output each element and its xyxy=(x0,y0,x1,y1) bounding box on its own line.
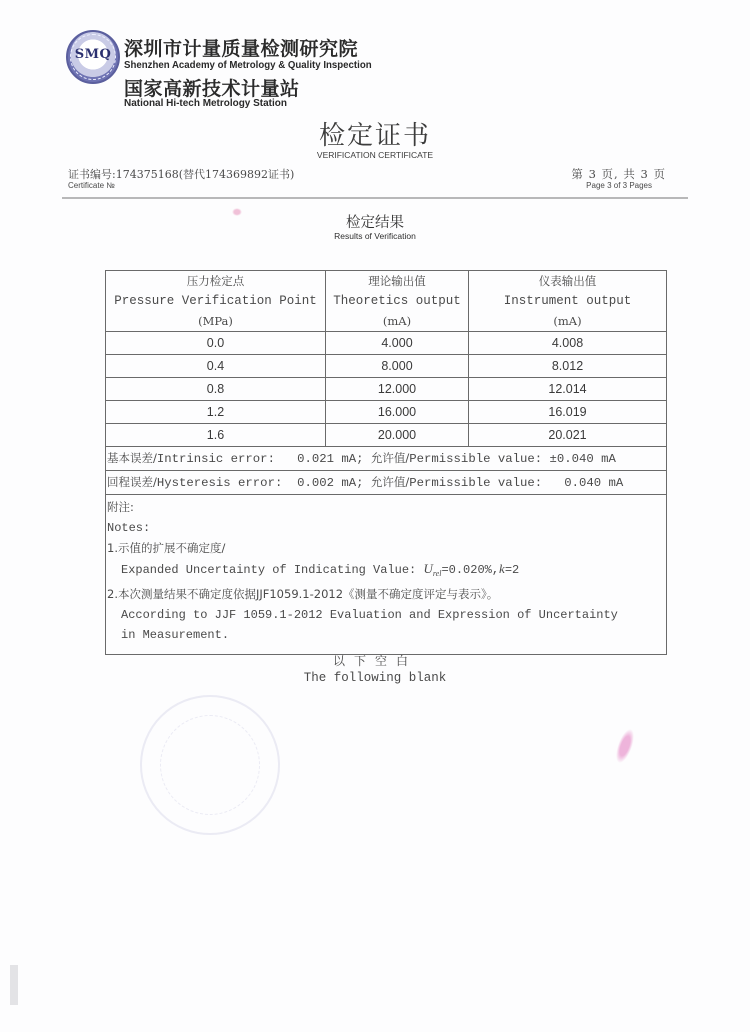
intrinsic-permissible-label-cn: 允许值/ xyxy=(370,451,410,465)
hysteresis-error-label-cn: 回程误差/ xyxy=(107,475,157,489)
station-name-en: National Hi-tech Metrology Station xyxy=(124,97,287,109)
logo-text: SMQ xyxy=(74,47,112,62)
column-header-unit: (mA) xyxy=(553,314,582,328)
cell-instrument: 12.014 xyxy=(469,378,667,401)
note-1-k-symbol: k xyxy=(499,560,505,576)
note-1-cn: 1.示值的扩展不确定度/ xyxy=(107,541,226,555)
intrinsic-error-value: 0.021 mA; xyxy=(297,452,364,466)
ink-mark xyxy=(612,727,637,766)
notes xyxy=(106,495,667,655)
notes-row xyxy=(106,495,667,655)
certificate-number-label-en: Certificate № xyxy=(68,181,115,190)
hysteresis-permissible-label-en: Permissible value: xyxy=(409,476,543,490)
certificate-number: 证书编号:174375168(替代174369892证书) xyxy=(68,168,295,181)
org-name-cn: 深圳市计量质量检测研究院 xyxy=(124,38,359,60)
org-name-en: Shenzhen Academy of Metrology & Quality Inspection xyxy=(124,59,372,71)
hysteresis-permissible-value: 0.040 mA xyxy=(564,476,624,490)
cell-theoretical: 16.000 xyxy=(326,401,469,424)
intrinsic-error-label-en: Intrinsic error: xyxy=(156,452,275,466)
hysteresis-error-value: 0.002 mA; xyxy=(297,476,364,490)
certificate-title: 检定证书 xyxy=(318,121,431,151)
cell-pressure: 1.6 xyxy=(106,424,326,447)
note-2-en-line-2: in Measurement. xyxy=(121,628,230,642)
cell-pressure: 0.0 xyxy=(106,332,326,355)
column-header-cn: 仪表输出值 xyxy=(538,274,597,288)
notes-heading-cn: 附注: xyxy=(107,500,134,514)
hysteresis-error-label-en: Hysteresis error: xyxy=(156,476,283,490)
column-header-theoretical xyxy=(326,271,469,332)
table-row xyxy=(106,332,667,355)
cell-theoretical: 12.000 xyxy=(326,378,469,401)
hysteresis-error-row xyxy=(106,471,667,495)
column-header-en: Instrument output xyxy=(503,294,632,308)
intrinsic-error xyxy=(106,447,667,471)
cell-instrument: 16.019 xyxy=(469,401,667,424)
note-2-cn: 2.本次测量结果不确定度依据JJF1059.1-2012《测量不确定度评定与表示》。 xyxy=(107,587,499,601)
column-header-cn: 理论输出值 xyxy=(368,274,426,288)
intrinsic-permissible-label-en: Permissible value: xyxy=(409,452,543,466)
certificate-title-en: VERIFICATION CERTIFICATE xyxy=(316,150,434,160)
results-title-en: Results of Verification xyxy=(334,231,416,241)
following-blank-cn: 以下空白 xyxy=(332,654,417,668)
station-name-cn: 国家高新技术计量站 xyxy=(124,78,300,100)
cell-theoretical: 4.000 xyxy=(326,332,469,355)
column-header-en: Pressure Verification Point xyxy=(114,294,317,308)
column-header-cn: 压力检定点 xyxy=(186,274,245,288)
hysteresis-error xyxy=(106,471,667,495)
notes-heading-en: Notes: xyxy=(107,520,151,535)
cell-theoretical: 20.000 xyxy=(326,424,469,447)
form-code-mark xyxy=(10,965,18,1005)
note-2-en-line-1: According to JJF 1059.1-2012 Evaluation and Expression of Uncertainty xyxy=(121,607,618,622)
page-indicator-cn: 第 3 页, 共 3 页 xyxy=(571,167,666,181)
column-header-pressure xyxy=(106,271,326,332)
following-blank-en: The following blank xyxy=(303,671,447,685)
results-table xyxy=(105,270,667,655)
note-1-symbol: U xyxy=(423,560,433,576)
cell-pressure: 0.4 xyxy=(106,355,326,378)
results-title: 检定结果 xyxy=(346,215,404,231)
note-1-k-value: =2 xyxy=(504,562,520,577)
note-1-en-text: Expanded Uncertainty of Indicating Value: xyxy=(121,562,424,577)
header-divider xyxy=(62,197,688,199)
column-header-unit: (mA) xyxy=(382,314,412,328)
page-indicator-en: Page 3 of 3 Pages xyxy=(586,181,652,190)
cell-pressure: 1.2 xyxy=(106,401,326,424)
intrinsic-permissible-value: ±0.040 mA xyxy=(549,452,616,466)
table-header-row xyxy=(106,271,667,332)
column-header-instrument xyxy=(469,271,667,332)
note-1-subscript: rel xyxy=(432,568,442,578)
embossed-seal-inner-ring xyxy=(160,715,260,815)
cell-instrument: 8.012 xyxy=(469,355,667,378)
note-1-en xyxy=(107,559,666,585)
table-row xyxy=(106,401,667,424)
cell-theoretical: 8.000 xyxy=(326,355,469,378)
intrinsic-error-label-cn: 基本误差/ xyxy=(107,451,157,465)
column-header-unit: (MPa) xyxy=(198,314,233,328)
hysteresis-permissible-label-cn: 允许值/ xyxy=(370,475,410,489)
table-row xyxy=(106,355,667,378)
column-header-en: Theoretics output xyxy=(333,294,461,308)
cell-instrument: 20.021 xyxy=(469,424,667,447)
cell-instrument: 4.008 xyxy=(469,332,667,355)
table-row xyxy=(106,378,667,401)
cell-pressure: 0.8 xyxy=(106,378,326,401)
table-row xyxy=(106,424,667,447)
note-1-value: =0.020%, xyxy=(441,562,500,577)
intrinsic-error-row xyxy=(106,447,667,471)
